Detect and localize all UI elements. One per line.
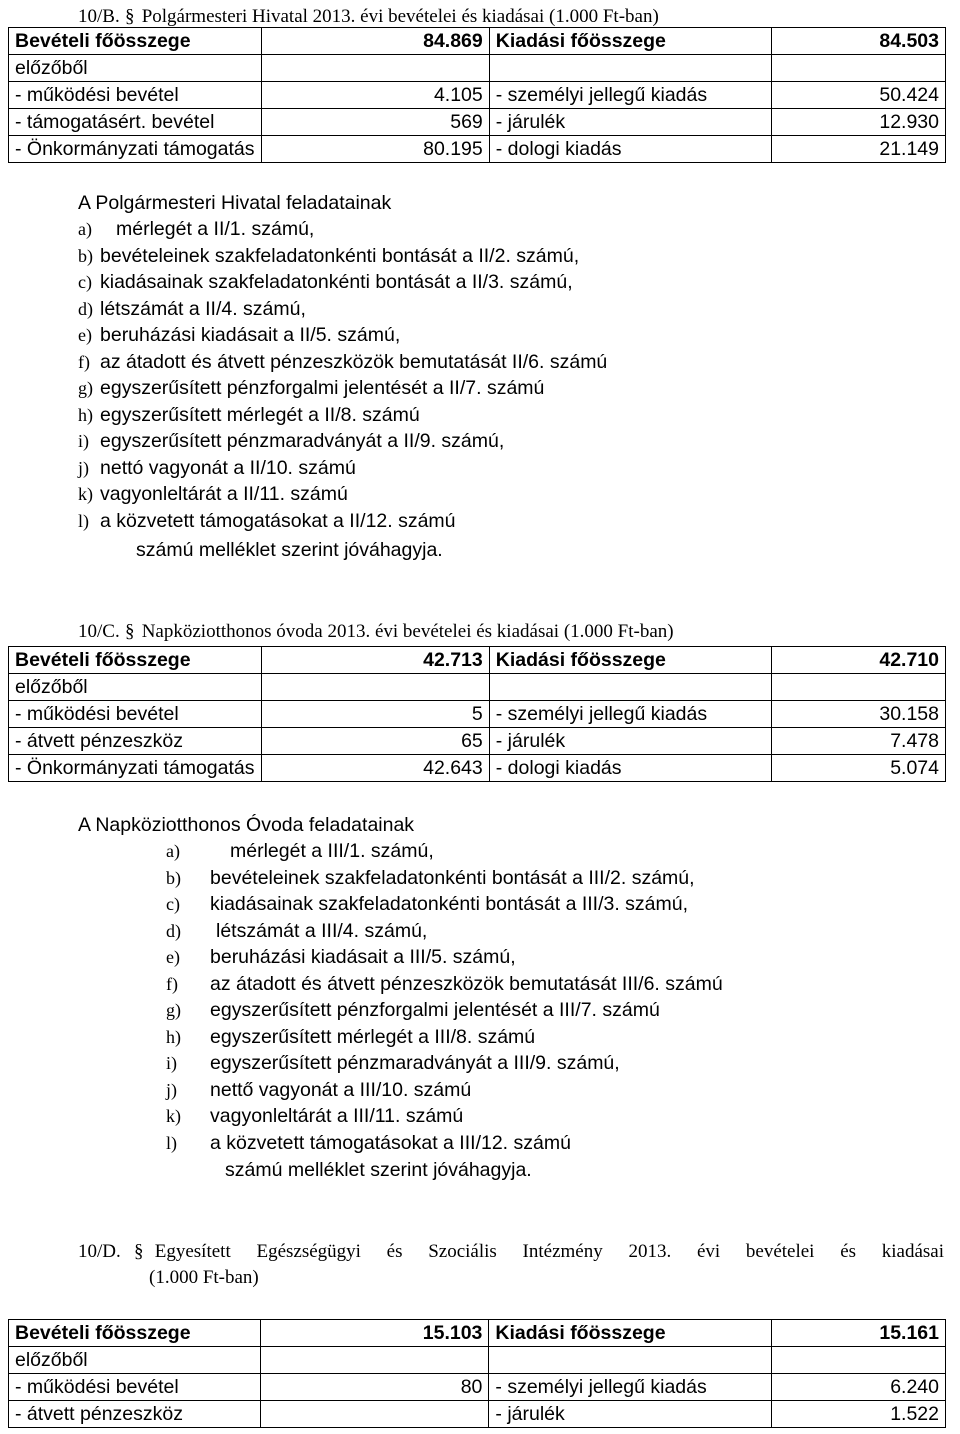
- table-cell: - járulék: [489, 109, 772, 136]
- table-cell: 569: [261, 109, 489, 136]
- item-text: beruházási kiadásait a III/5. számú,: [210, 946, 516, 968]
- table-row: [9, 109, 946, 136]
- table-cell: [489, 55, 772, 82]
- table-cell: 15.103: [260, 1320, 489, 1347]
- closing-text-10c: [225, 1157, 532, 1183]
- table-cell: [489, 674, 772, 701]
- list-item: [166, 1103, 723, 1130]
- item-text: kiadásainak szakfeladatonkénti bontását a II/3. számú,: [100, 271, 573, 293]
- table-cell: - járulék: [489, 728, 772, 755]
- section-number: 10/B.: [78, 6, 120, 27]
- bullet-icon: §: [134, 1241, 144, 1262]
- list-item: [166, 865, 723, 892]
- list-item: [78, 243, 607, 270]
- item-text: létszámát a II/4. számú,: [100, 297, 306, 320]
- table-row: [9, 1374, 946, 1401]
- item-text: egyszerűsített mérlegét a II/8. számú: [100, 403, 420, 426]
- table-cell: - személyi jellegű kiadás: [489, 701, 772, 728]
- list-item: [78, 216, 607, 243]
- table-cell: 4.105: [261, 82, 489, 109]
- item-letter: d): [166, 920, 181, 941]
- item-text: mérlegét a II/1. számú,: [116, 218, 315, 240]
- list-item: [166, 838, 723, 865]
- list-item: [166, 1130, 723, 1157]
- table-cell: 5: [261, 701, 489, 728]
- table-cell: Bevételi főösszege: [9, 28, 262, 55]
- item-text: kiadásainak szakfeladatonkénti bontását a III/3. számú,: [210, 893, 689, 915]
- bullet-icon: §: [124, 6, 135, 27]
- table-cell: 21.149: [772, 136, 946, 163]
- financial-table-10d: [8, 1319, 946, 1428]
- table-cell: - működési bevétel: [9, 1374, 261, 1401]
- item-letter: g): [78, 378, 93, 398]
- list-item: [166, 1024, 723, 1051]
- list-item: [78, 455, 607, 482]
- table-cell: - járulék: [489, 1401, 772, 1428]
- table-cell: [260, 1401, 489, 1428]
- table-cell: Kiadási főösszege: [489, 28, 772, 55]
- item-letter: l): [78, 510, 89, 531]
- item-text: egyszerűsített mérlegét a III/8. számú: [210, 1025, 536, 1048]
- list-item: [166, 997, 723, 1024]
- table-cell: - Önkormányzati támogatás: [9, 136, 262, 163]
- section-title: Polgármesteri Hivatal 2013. évi bevételei és kiadásai (1.000 Ft-ban): [141, 6, 659, 27]
- item-text: beruházási kiadásait a II/5. számú,: [100, 324, 401, 346]
- item-text: bevételeinek szakfeladatonkénti bontását a II/2. számú,: [100, 244, 580, 267]
- table-cell: - személyi jellegű kiadás: [489, 1374, 772, 1401]
- table-cell: - személyi jellegű kiadás: [489, 82, 772, 109]
- item-letter: h): [78, 404, 93, 425]
- item-text: az átadott és átvett pénzeszközök bemutatását III/6. számú: [210, 972, 723, 995]
- item-letter: l): [166, 1132, 177, 1153]
- table-cell: előzőből: [9, 674, 262, 701]
- item-text: egyszerűsített pénzmaradványát a III/9. számú,: [210, 1052, 620, 1074]
- item-text: az átadott és átvett pénzeszközök bemutatását II/6. számú: [100, 350, 608, 373]
- item-letter: e): [166, 947, 180, 967]
- table-cell: Kiadási főösszege: [489, 647, 772, 674]
- list-item: [78, 402, 607, 429]
- table-cell: - dologi kiadás: [489, 755, 772, 782]
- item-letter: a): [166, 841, 180, 861]
- list-item: [166, 1077, 723, 1104]
- item-letter: i): [166, 1053, 177, 1073]
- section-title: Egyesített Egészségügyi és Szociális Intézmény 2013. évi bevételei és kiadásai: [154, 1241, 944, 1262]
- list-item: [166, 891, 723, 918]
- financial-table-10b: [8, 27, 946, 163]
- item-letter: d): [78, 298, 93, 319]
- table-cell: [489, 1347, 772, 1374]
- bullet-icon: §: [124, 621, 135, 642]
- task-list-10c: [78, 812, 723, 1156]
- table-cell: 30.158: [772, 701, 946, 728]
- table-cell: 80: [260, 1374, 489, 1401]
- table-cell: 42.710: [772, 647, 946, 674]
- item-letter: j): [78, 457, 89, 478]
- table-row: [9, 674, 946, 701]
- list-item: [78, 508, 607, 535]
- table-cell: Bevételi főösszege: [9, 647, 262, 674]
- task-intro: A Polgármesteri Hivatal feladatainak: [78, 192, 392, 214]
- item-text: vagyonleltárát a II/11. számú: [100, 483, 348, 505]
- section-heading-10c: [78, 621, 674, 643]
- table-cell: 1.522: [772, 1401, 946, 1428]
- item-letter: a): [78, 219, 92, 239]
- table-row: [9, 647, 946, 674]
- table-cell: 84.503: [772, 28, 946, 55]
- table-cell: - átvett pénzeszköz: [9, 728, 262, 755]
- list-item: [166, 944, 723, 971]
- task-intro: A Napköziotthonos Óvoda feladatainak: [78, 814, 415, 836]
- financial-table-10c: [8, 646, 946, 782]
- table-cell: [260, 1347, 489, 1374]
- table-cell: - átvett pénzeszköz: [9, 1401, 261, 1428]
- table-cell: - dologi kiadás: [489, 136, 772, 163]
- table-cell: [772, 1347, 946, 1374]
- list-item: [78, 375, 607, 402]
- table-row: [9, 701, 946, 728]
- table-row: [9, 1320, 946, 1347]
- list-item: [166, 918, 723, 945]
- section-number: 10/C.: [78, 621, 120, 642]
- section-heading-10d: [78, 1241, 944, 1289]
- item-text: mérlegét a III/1. számú,: [230, 840, 434, 862]
- table-cell: Kiadási főösszege: [489, 1320, 772, 1347]
- closing-line: számú melléklet szerint jóváhagyja.: [225, 1159, 532, 1181]
- table-cell: Bevételi főösszege: [9, 1320, 261, 1347]
- list-item: [78, 428, 607, 455]
- table-row: [9, 28, 946, 55]
- item-letter: j): [166, 1079, 177, 1100]
- list-item: [166, 1050, 723, 1077]
- table-row: [9, 755, 946, 782]
- table-cell: 80.195: [261, 136, 489, 163]
- table-cell: [772, 55, 946, 82]
- item-letter: k): [166, 1106, 181, 1126]
- table-cell: 6.240: [772, 1374, 946, 1401]
- item-text: vagyonleltárát a III/11. számú: [210, 1105, 464, 1127]
- item-text: létszámát a III/4. számú,: [216, 919, 428, 942]
- item-text: egyszerűsített pénzmaradványát a II/9. számú,: [100, 430, 505, 452]
- list-item: [78, 269, 607, 296]
- table-row: [9, 55, 946, 82]
- table-cell: előzőből: [9, 1347, 261, 1374]
- item-text: egyszerűsített pénzforgalmi jelentését a III/7. számú: [210, 999, 660, 1021]
- table-cell: 7.478: [772, 728, 946, 755]
- table-cell: - Önkormányzati támogatás: [9, 755, 262, 782]
- table-row: [9, 82, 946, 109]
- table-cell: 15.161: [772, 1320, 946, 1347]
- item-letter: c): [78, 272, 92, 292]
- table-cell: 5.074: [772, 755, 946, 782]
- list-item: [78, 296, 607, 323]
- item-text: egyszerűsített pénzforgalmi jelentését a II/7. számú: [100, 377, 545, 399]
- table-row: [9, 1401, 946, 1428]
- item-letter: e): [78, 325, 92, 345]
- closing-text-10b: [136, 537, 443, 563]
- list-item: [78, 481, 607, 508]
- table-cell: 12.930: [772, 109, 946, 136]
- list-item: [166, 971, 723, 998]
- item-text: nettő vagyonát a III/10. számú: [210, 1078, 472, 1101]
- item-letter: c): [166, 894, 180, 914]
- section-number: 10/D.: [78, 1241, 121, 1262]
- table-row: [9, 136, 946, 163]
- item-text: a közvetett támogatásokat a III/12. számú: [210, 1131, 571, 1154]
- table-cell: - működési bevétel: [9, 701, 262, 728]
- table-cell: előzőből: [9, 55, 262, 82]
- item-letter: h): [166, 1026, 181, 1047]
- item-text: a közvetett támogatásokat a II/12. számú: [100, 509, 456, 532]
- table-cell: [772, 674, 946, 701]
- item-letter: i): [78, 431, 89, 451]
- closing-line: számú melléklet szerint jóváhagyja.: [136, 539, 443, 561]
- table-cell: [261, 674, 489, 701]
- item-letter: k): [78, 484, 93, 504]
- section-heading-10b: [78, 6, 659, 28]
- table-cell: 42.713: [261, 647, 489, 674]
- item-letter: g): [166, 1000, 181, 1020]
- table-cell: 65: [261, 728, 489, 755]
- table-cell: 50.424: [772, 82, 946, 109]
- table-cell: - támogatásért. bevétel: [9, 109, 262, 136]
- item-letter: b): [166, 867, 181, 888]
- table-cell: - működési bevétel: [9, 82, 262, 109]
- list-item: [78, 349, 607, 376]
- table-row: [9, 1347, 946, 1374]
- item-text: nettó vagyonát a II/10. számú: [100, 456, 356, 479]
- table-cell: 42.643: [261, 755, 489, 782]
- table-cell: [261, 55, 489, 82]
- list-item: [78, 322, 607, 349]
- item-letter: f): [166, 973, 178, 994]
- section-title-continued: (1.000 Ft-ban): [149, 1267, 259, 1288]
- item-letter: b): [78, 245, 93, 266]
- task-list-10b: [78, 190, 607, 534]
- item-text: bevételeinek szakfeladatonkénti bontását a III/2. számú,: [210, 866, 695, 889]
- table-row: [9, 728, 946, 755]
- table-cell: 84.869: [261, 28, 489, 55]
- section-title: Napköziotthonos óvoda 2013. évi bevételei és kiadásai (1.000 Ft-ban): [141, 621, 674, 642]
- item-letter: f): [78, 351, 90, 372]
